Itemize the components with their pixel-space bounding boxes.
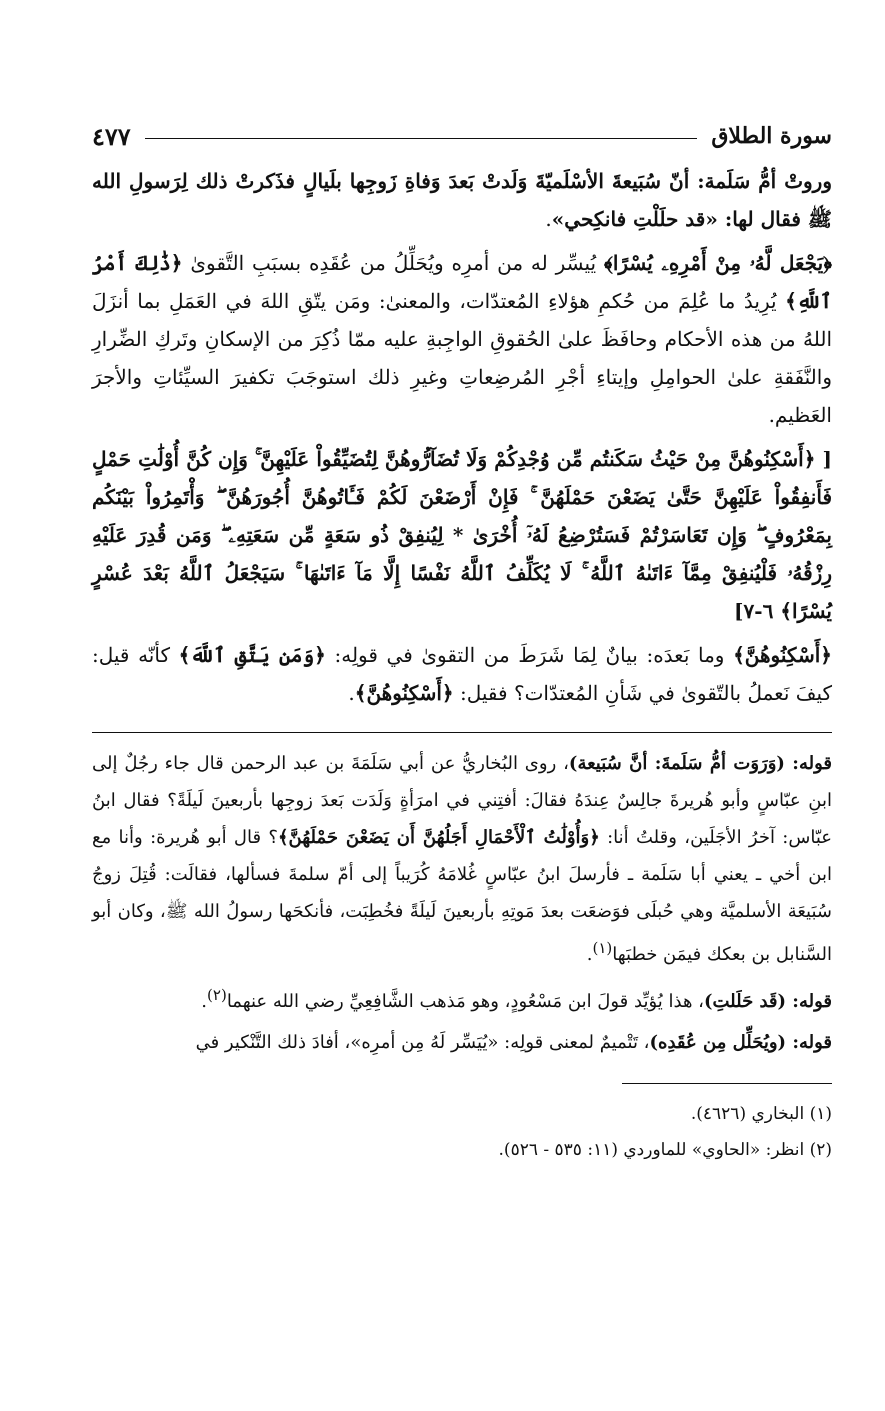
verse-block: [ ﴿أَسْكِنُوهُنَّ مِنْ حَيْثُ سَكَنتُم مِّن وُجْدِكُمْ وَلَا تُضَآرُّوهُنَّ لِتُضَيِّقُواْ عَلَيْهِنَّ ۚ وَإِن كُنَّ أُوْلَٰتِ حَمْلٍ فَأَنفِقُواْ عَلَيْهِنَّ حَتَّىٰ يَضَعْنَ حَمْلَهُنَّ ۚ فَإِنْ أَرْضَعْنَ لَكُمْ فَـَٔاتُوهُنَّ أُجُورَهُنَّ ۖ وَأْتَمِرُواْ بَيْنَكُم بِمَعْرُوفٍ ۖ وَإِن تَعَاسَرْتُمْ فَسَتُرْضِعُ لَهُۥٓ أُخْرَىٰ * لِيُنفِقْ ذُو سَعَةٍ مِّن سَعَتِهِۦ ۖ وَمَن قُدِرَ عَلَيْهِ رِزْقُهُۥ فَلْيُنفِقْ مِمَّآ ءَاتَىٰهُ ٱللَّهُ ۚ لَا يُكَلِّفُ ٱللَّهُ نَفْسًا إِلَّا مَآ ءَاتَىٰهَا ۚ سَيَجْعَلُ ٱللَّهُ بَعْدَ عُسْرٍ يُسْرًا﴾ ٦-٧] [92,447,832,623]
footnote-ref[interactable]: (١) [592,939,613,957]
footnotes [92,1096,832,1168]
paragraph-text: كأنّه قيل: كيفَ نَعملُ بالتّقوىٰ في شَأنِ المُعتدّات؟ فقيل: [92,643,832,705]
commentary-main [92,162,832,712]
note-lead: قوله: (ويُحَلِّل مِن عُقَدِه) [649,1032,832,1053]
footnote-ref[interactable]: (٢) [207,986,227,1004]
running-header [92,118,832,154]
footnote-divider [622,1083,832,1084]
period: . [545,207,552,231]
note-text: ، تَتْميمٌ لمعنى قولِه: «يُيَسِّر لَهُ مِن أمرِه»، أفادَ ذلك التَّنْكير في [195,1032,650,1053]
paragraph-lead: وروتْ أمُّ سَلَمة: أنّ سُبَيعةَ الأسْلَميّةَ وَلَدتْ بَعدَ وَفاةِ زَوجِها بلَيالٍ فذَكرتْ ذلك لِرَسولِ الله ﷺ فقال لها: [92,169,832,231]
quran-ayah: ﴿ذَٰلِكَ أَمْرُ ٱللَّهِ﴾ [92,251,832,313]
quran-ayah: ﴿يَجْعَل لَّهُۥ مِنْ أَمْرِهِۦ يُسْرًا﴾ [603,251,833,275]
note-lead: قوله: (قَد حَلَلتِ) [703,991,832,1012]
paragraph-hadith [92,162,832,238]
surah-title: سورة الطلاق [711,123,832,149]
footnote-2: (٢) انظر: «الحاوي» للماوردي (١١: ٥٣٥ - ٥٢٦). [498,1140,832,1160]
gloss-note [92,1024,832,1061]
section-divider [92,732,832,733]
note-text: ، هذا يُؤيِّد قولَ ابن مَسْعُودٍ، وهو مَذهب الشَّافِعِيِّ رضي الله عنهما [226,991,704,1012]
page-number: ٤٧٧ [92,121,131,151]
footnote-1: (١) البخاري (٤٦٢٦). [690,1104,832,1124]
paragraph-text: يُيسِّر له من أمرِه ويُحَلِّلُ من عُقَدِه بسبَبِ التَّقوىٰ [182,251,604,275]
quran-ayah: ﴿أَسْكِنُوهُنَّ﴾ [354,681,454,705]
note-text: ؟ قال أبو هُريرة: وأنا مع ابن أخي ـ يعني أبا سَلَمة ـ فأرسلَ ابنُ عبّاسٍ غُلامَهُ كُرَيباً إلى أمّ سلمةَ فسألها، فقالَت: قُتِلَ زوجُ سُبَيعَة الأسلميَّة وهي حُبلَى فوَضعَت بعدَ مَوتِهِ بأربعينَ لَيلَةً فخُطِبَت، فأنكحَها رسولُ الله ﷺ، وكان أبو السَّنابل بن بعكك فيمَن خطبَها [92,827,832,965]
gloss-note [92,745,832,973]
period: . [201,991,208,1012]
hadith-quote: «قد حلَلْتِ فانكِحي» [551,207,718,231]
quran-ayah: ﴿وَأُوْلَٰتُ ٱلْأَحْمَالِ أَجَلُهُنَّ أَن يَضَعْنَ حَمْلَهُنَّ﴾ [278,827,600,848]
paragraph-tafsir [92,244,832,434]
period: . [586,944,593,965]
book-page [92,118,832,1168]
gloss-notes [92,745,832,1061]
paragraph-explanation [92,636,832,712]
header-rule [145,138,698,139]
paragraph-text: يُرِيدُ ما عُلِمَ من حُكمِ هؤلاءِ المُعتدّات، والمعنىٰ: ومَن يتّقِ اللهَ في العَمَلِ بما أنزَلَ اللهُ من هذه الأحكام وحافَظَ علىٰ الحُقوقِ الواجِبةِ عليه ممّا ذُكِرَ من الإسكانِ وتَركِ الضِّرارِ والنَّفَقةِ علىٰ الحوامِلِ وإيتاءِ أجْرِ المُرضِعاتِ وغيرِ ذلك استوجَبَ تكفيرَ السيِّئاتِ والأجرَ العَظيم. [92,289,832,427]
note-lead: قوله: (وَرَوَت أمُّ سَلَمةَ: أنَّ سُبَيعة) [568,753,832,774]
period: . [348,681,355,705]
quran-ayah: ﴿أَسْكِنُوهُنَّ﴾ [733,643,832,667]
paragraph-text: وما بَعدَه: بيانٌ لِمَا شَرَطَ من التقوىٰ في قولِه: [325,643,734,667]
note-text: ، روى البُخاريُّ عن أبي سَلَمَةَ بن عبد الرحمن قال جاء رجُلٌ إلى ابنِ عبّاسٍ وأبو هُريرةَ جالِسٌ عِندَهُ فقالَ: أفتِني في امرَأةٍ وَلَدَت بَعدَ زوجِها بأربعينَ لَيلَةً؟ فقال ابنُ عبّاس: آخرُ الأجَلَين، وقلتُ أنا: [92,753,832,848]
gloss-note [92,977,832,1020]
quran-ayah: ﴿وَمَن يَتَّقِ ٱللَّهَ﴾ [178,643,326,667]
